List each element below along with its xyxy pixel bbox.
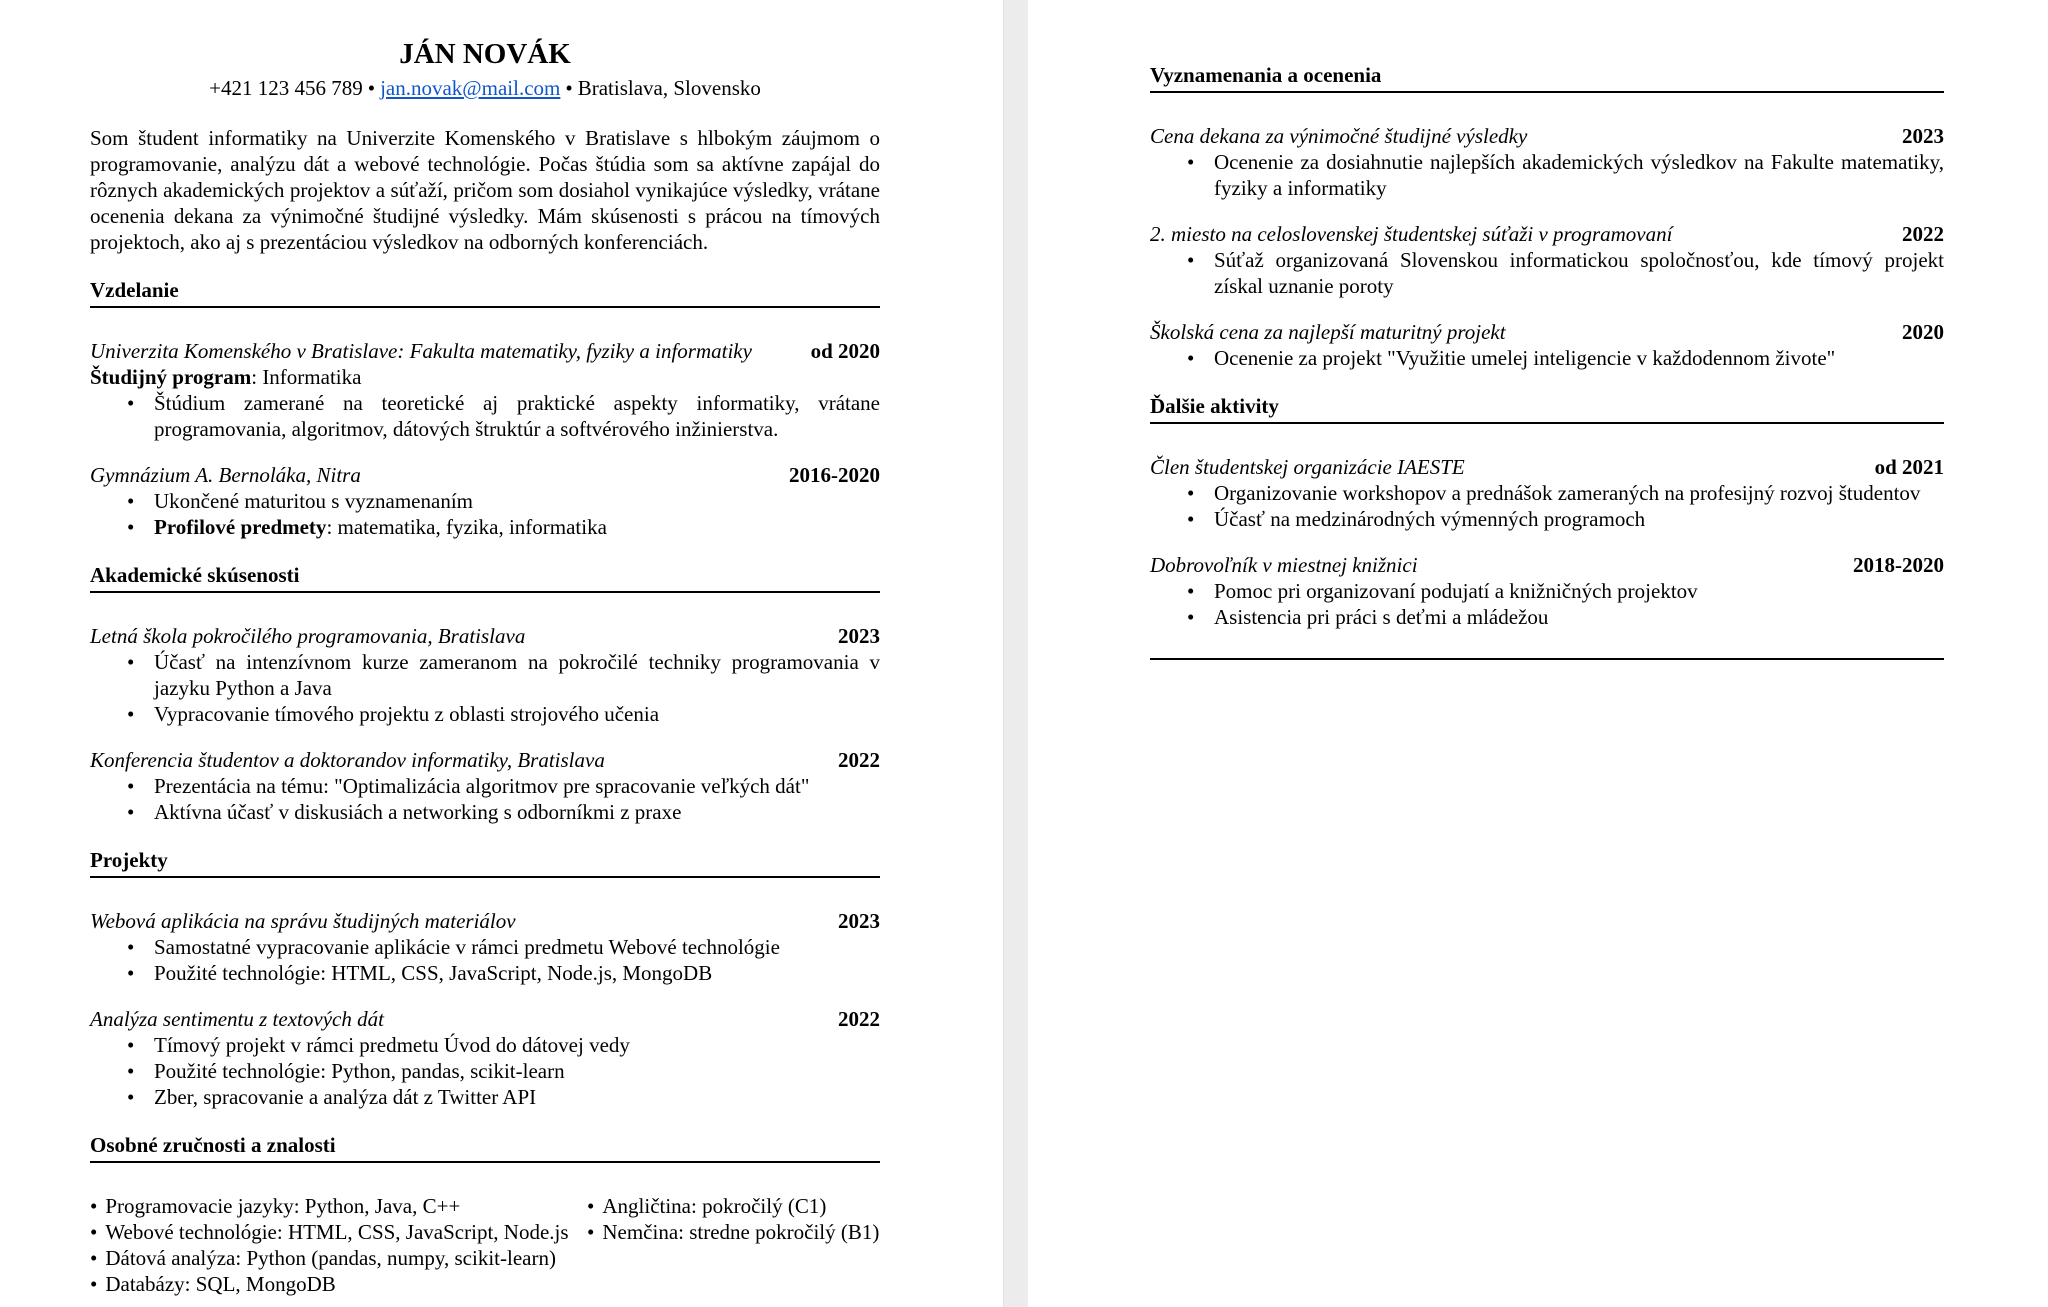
entry-header [90, 747, 880, 773]
bullet-item [90, 773, 880, 799]
contact-line [90, 75, 880, 101]
entry-header [90, 623, 880, 649]
entry-date: 2022 [838, 1007, 880, 1031]
bullet-text: : matematika, fyzika, informatika [326, 515, 607, 539]
bullet-text: Pomoc pri organizovaní podujatí a knižničných projektov [1214, 579, 1698, 603]
entry-date: 2016-2020 [789, 463, 880, 487]
skill-item: • Programovacie jazyky: Python, Java, C++ [90, 1193, 587, 1219]
activity-entry [1150, 552, 1944, 630]
project-entry [90, 908, 880, 986]
skills-column-right [587, 1193, 880, 1297]
section-heading-education: Vzdelanie [90, 277, 880, 308]
bullet-text: Použité technológie: HTML, CSS, JavaScript, Node.js, MongoDB [154, 961, 713, 985]
entry-header [90, 338, 880, 364]
section-heading-academic-experience: Akademické skúsenosti [90, 562, 880, 593]
bullet-text: Aktívna účasť v diskusiách a networking s odborníkmi z praxe [154, 800, 682, 824]
education-entry [90, 338, 880, 442]
entry-title: Webová aplikácia na správu študijných materiálov [90, 909, 516, 933]
bullet-item [90, 1032, 880, 1058]
bullet-text: Asistencia pri práci s deťmi a mládežou [1214, 605, 1549, 629]
section-heading-awards: Vyznamenania a ocenenia [1150, 62, 1944, 93]
bullet-item [90, 488, 880, 514]
page-gutter [1003, 0, 1030, 1307]
bullet-text: Ocenenie za dosiahnutie najlepších akademických výsledkov na Fakulte matematiky, fyziky a informatiky [1214, 150, 1944, 200]
bullet-item [1150, 604, 1944, 630]
entry-bullet-list [1150, 345, 1944, 371]
bullet-separator: • [565, 76, 573, 100]
bullet-item [1150, 480, 1944, 506]
entry-bullet-list [90, 773, 880, 825]
education-entry [90, 462, 880, 540]
skill-item: • Angličtina: pokročilý (C1) [587, 1193, 880, 1219]
bullet-text: Prezentácia na tému: "Optimalizácia algoritmov pre spracovanie veľkých dát" [154, 774, 810, 798]
entry-bullet-list [90, 649, 880, 727]
skill-item: • Dátová analýza: Python (pandas, numpy, scikit-learn) [90, 1245, 587, 1271]
bullet-text: Samostatné vypracovanie aplikácie v rámci predmetu Webové technológie [154, 935, 780, 959]
bullet-item [90, 390, 880, 442]
project-entry [90, 1006, 880, 1110]
bullet-item [90, 934, 880, 960]
entry-title: Dobrovoľník v miestnej knižnici [1150, 553, 1418, 577]
academic-entry [90, 623, 880, 727]
entry-date: 2018-2020 [1853, 553, 1944, 577]
entry-date: od 2020 [810, 339, 880, 363]
activity-entry [1150, 454, 1944, 532]
award-entry [1150, 221, 1944, 299]
section-heading-skills: Osobné zručnosti a znalosti [90, 1132, 880, 1163]
skill-item: • Nemčina: stredne pokročilý (B1) [587, 1219, 880, 1245]
entry-date: 2022 [1902, 222, 1944, 246]
bullet-text: Účasť na medzinárodných výmenných programoch [1214, 507, 1646, 531]
award-entry [1150, 319, 1944, 371]
entry-title: Letná škola pokročilého programovania, Bratislava [90, 624, 526, 648]
skill-item: • Databázy: SQL, MongoDB [90, 1271, 587, 1297]
bullet-item [1150, 247, 1944, 299]
bullet-item [1150, 345, 1944, 371]
entry-header [1150, 319, 1944, 345]
bullet-text: Zber, spracovanie a analýza dát z Twitter API [154, 1085, 537, 1109]
skills-columns [90, 1193, 880, 1297]
location-text: Bratislava, Slovensko [577, 76, 761, 100]
bullet-text: Ocenenie za projekt "Využitie umelej inteligencie v každodennom živote" [1214, 346, 1836, 370]
bullet-item [1150, 506, 1944, 532]
entry-date: 2022 [838, 748, 880, 772]
entry-subtitle [90, 364, 880, 390]
entry-title: Univerzita Komenského v Bratislave: Fakulta matematiky, fyziky a informatiky [90, 339, 752, 363]
entry-header [1150, 552, 1944, 578]
entry-bullet-list [90, 390, 880, 442]
entry-bullet-list [1150, 578, 1944, 630]
phone-number: +421 123 456 789 [209, 76, 363, 100]
entry-title: Analýza sentimentu z textových dát [90, 1007, 384, 1031]
bullet-text: Štúdium zamerané na teoretické aj praktické aspekty informatiky, vrátane programovania, algoritmov, dátových štruktúr a softvérového inžinierstva. [154, 391, 880, 441]
entry-header [1150, 221, 1944, 247]
entry-date: 2020 [1902, 320, 1944, 344]
resume-page-1 [0, 0, 1003, 1307]
entry-title: Gymnázium A. Bernoláka, Nitra [90, 463, 361, 487]
bullet-item [90, 701, 880, 727]
skill-item: • Webové technológie: HTML, CSS, JavaScript, Node.js [90, 1219, 587, 1245]
email-link[interactable]: jan.novak@mail.com [380, 76, 561, 100]
bullet-separator: • [367, 76, 376, 100]
entry-title: Cena dekana za výnimočné študijné výsledky [1150, 124, 1528, 148]
entry-header [1150, 123, 1944, 149]
bullet-item [1150, 149, 1944, 201]
bullet-label: Profilové predmety [154, 515, 327, 539]
entry-date: 2023 [838, 624, 880, 648]
bullet-text: Ukončené maturitou s vyznamenaním [154, 489, 473, 513]
bullet-item [90, 514, 880, 540]
bullet-item [90, 960, 880, 986]
entry-title: Člen študentskej organizácie IAESTE [1150, 455, 1465, 479]
bullet-text: Vypracovanie tímového projektu z oblasti strojového učenia [154, 702, 660, 726]
subtitle-label: Študijný program [90, 365, 252, 389]
entry-bullet-list [90, 934, 880, 986]
entry-date: 2023 [1902, 124, 1944, 148]
section-heading-activities: Ďalšie aktivity [1150, 393, 1944, 424]
bullet-item [90, 1084, 880, 1110]
bullet-item [90, 1058, 880, 1084]
entry-title: Konferencia študentov a doktorandov informatiky, Bratislava [90, 748, 605, 772]
entry-bullet-list [1150, 149, 1944, 201]
entry-header [1150, 454, 1944, 480]
award-entry [1150, 123, 1944, 201]
entry-date: 2023 [838, 909, 880, 933]
entry-bullet-list [1150, 480, 1944, 532]
entry-date: od 2021 [1874, 455, 1944, 479]
entry-header [90, 908, 880, 934]
subtitle-text: : Informatika [251, 365, 362, 389]
resume-page-2 [1028, 0, 2048, 1307]
bullet-item [1150, 578, 1944, 604]
bullet-text: Tímový projekt v rámci predmetu Úvod do dátovej vedy [154, 1033, 630, 1057]
entry-bullet-list [90, 488, 880, 540]
bullet-text: Organizovanie workshopov a prednášok zameraných na profesijný rozvoj študentov [1214, 481, 1921, 505]
entry-title: 2. miesto na celoslovenskej študentskej súťaži v programovaní [1150, 222, 1673, 246]
bullet-text: Použité technológie: Python, pandas, scikit-learn [154, 1059, 565, 1083]
summary-paragraph: Som študent informatiky na Univerzite Komenského v Bratislave s hlbokým záujmom o programovanie, analýzu dát a webové technológie. Počas štúdia som sa aktívne zapájal do rôznych akademických projektov a súťaží, pričom som dosiahol vynikajúce výsledky, vrátane ocenenia dekana za výnimočné študijné výsledky. Mám skúsenosti s prácou na tímových projektoch, ako aj s prezentáciou výsledkov na odborných konferenciách. [90, 126, 880, 254]
bullet-item [90, 799, 880, 825]
entry-header [90, 1006, 880, 1032]
document-end-rule [1150, 658, 1944, 660]
person-name: JÁN NOVÁK [399, 38, 571, 70]
bullet-item [90, 649, 880, 701]
bullet-text: Účasť na intenzívnom kurze zameranom na pokročilé techniky programovania v jazyku Python a Java [154, 650, 880, 700]
entry-bullet-list [90, 1032, 880, 1110]
entry-bullet-list [1150, 247, 1944, 299]
skills-column-left [90, 1193, 587, 1297]
entry-title: Školská cena za najlepší maturitný projekt [1150, 320, 1506, 344]
academic-entry [90, 747, 880, 825]
bullet-text: Súťaž organizovaná Slovenskou informatickou spoločnosťou, kde tímový projekt získal uznanie poroty [1214, 248, 1944, 298]
entry-header [90, 462, 880, 488]
section-heading-projects: Projekty [90, 847, 880, 878]
